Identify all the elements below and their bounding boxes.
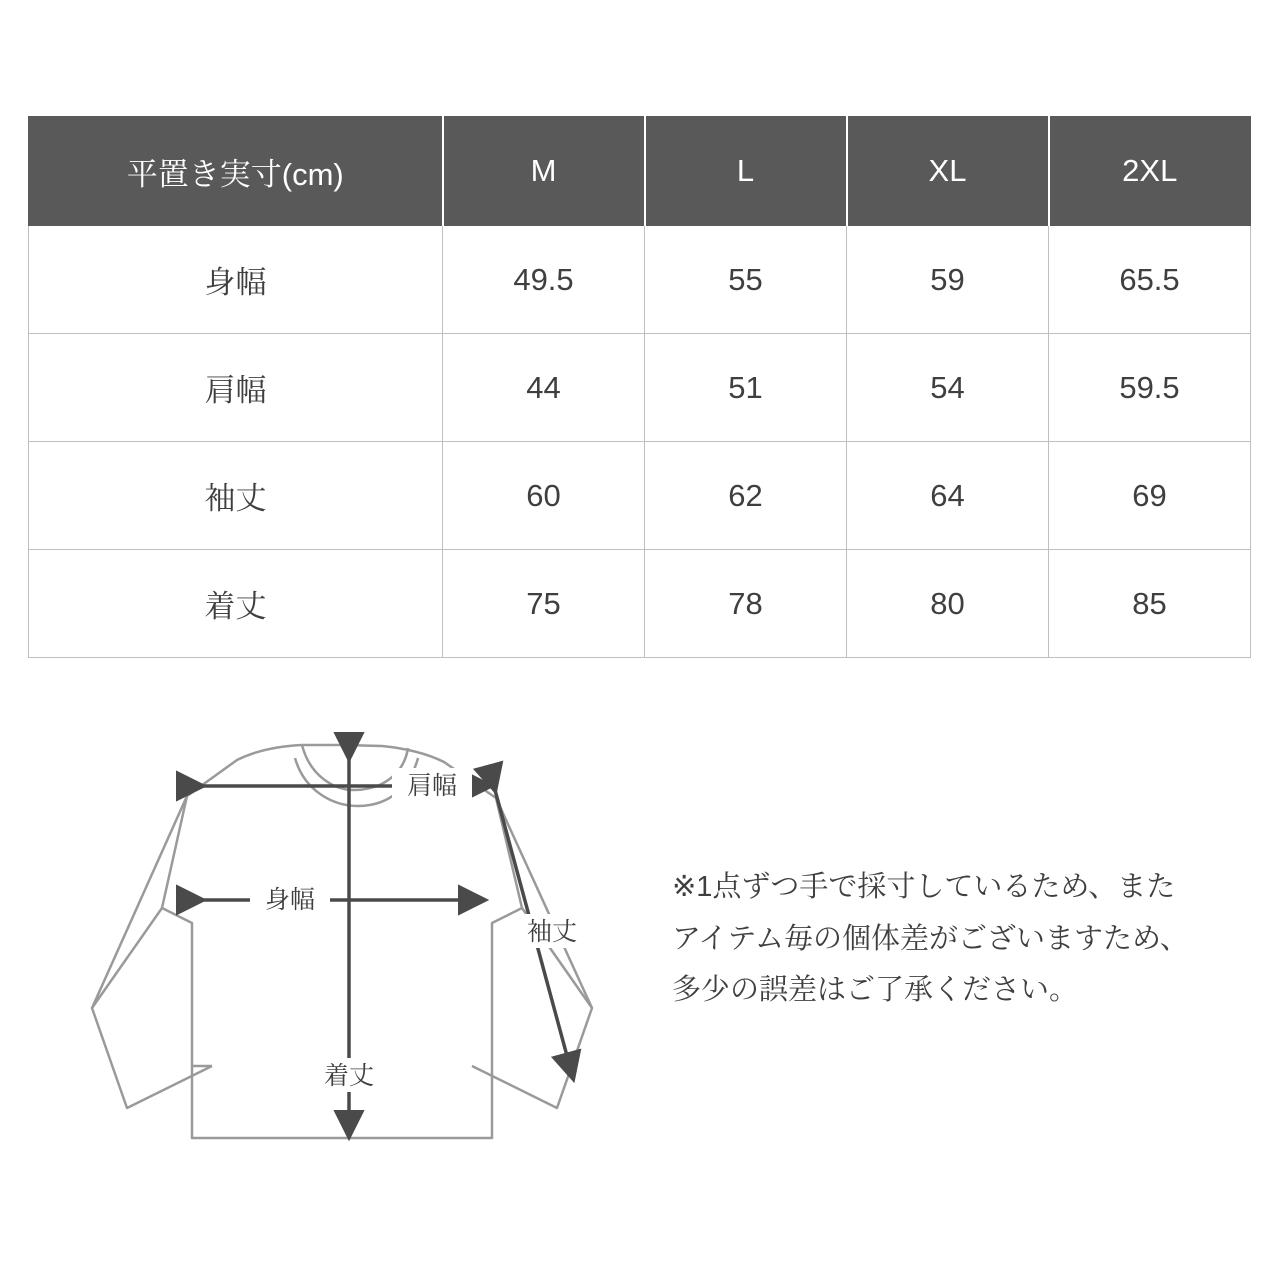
cell-chest-xl: 59: [847, 226, 1049, 334]
cell-chest-2xl: 65.5: [1049, 226, 1251, 334]
cell-length-m: 75: [443, 550, 645, 658]
table-header-row: [29, 117, 1251, 226]
diagram-label-chest: 身幅: [264, 886, 316, 914]
cell-shoulder-xl: 54: [847, 334, 1049, 442]
cell-sleeve-2xl: 69: [1049, 442, 1251, 550]
table-row: [29, 334, 1251, 442]
cell-shoulder-m: 44: [443, 334, 645, 442]
header-size-l: L: [645, 117, 847, 226]
garment-measurement-diagram: [52, 718, 632, 1188]
cell-sleeve-m: 60: [443, 442, 645, 550]
size-table-header: [29, 117, 1251, 226]
table-row: [29, 442, 1251, 550]
size-table-body: [29, 226, 1251, 658]
cell-length-l: 78: [645, 550, 847, 658]
note-line-3: 多少の誤差はご了承ください。: [672, 974, 1079, 1007]
table-row: [29, 226, 1251, 334]
cell-sleeve-l: 62: [645, 442, 847, 550]
cell-shoulder-2xl: 59.5: [1049, 334, 1251, 442]
cell-sleeve-xl: 64: [847, 442, 1049, 550]
header-size-m: M: [443, 117, 645, 226]
cell-length-xl: 80: [847, 550, 1049, 658]
diagram-label-length: 着丈: [323, 1062, 375, 1090]
header-size-2xl: 2XL: [1049, 117, 1251, 226]
cell-length-2xl: 85: [1049, 550, 1251, 658]
row-label-chest: 身幅: [29, 226, 443, 334]
size-table-container: [28, 116, 1250, 658]
cell-chest-m: 49.5: [443, 226, 645, 334]
measurement-note: [672, 862, 1232, 1017]
cell-chest-l: 55: [645, 226, 847, 334]
row-label-length: 着丈: [29, 550, 443, 658]
note-line-1: ※1点ずつ手で採寸しているため、また: [672, 871, 1176, 903]
row-label-sleeve: 袖丈: [29, 442, 443, 550]
header-measure-label: 平置き実寸(cm): [29, 117, 443, 226]
note-line-2: アイテム毎の個体差がございますため、: [672, 922, 1189, 955]
table-row: [29, 550, 1251, 658]
diagram-label-sleeve: 袖丈: [526, 918, 578, 946]
header-size-xl: XL: [847, 117, 1049, 226]
row-label-shoulder: 肩幅: [29, 334, 443, 442]
cell-shoulder-l: 51: [645, 334, 847, 442]
diagram-label-shoulder: 肩幅: [406, 772, 458, 800]
size-table: [28, 116, 1251, 658]
